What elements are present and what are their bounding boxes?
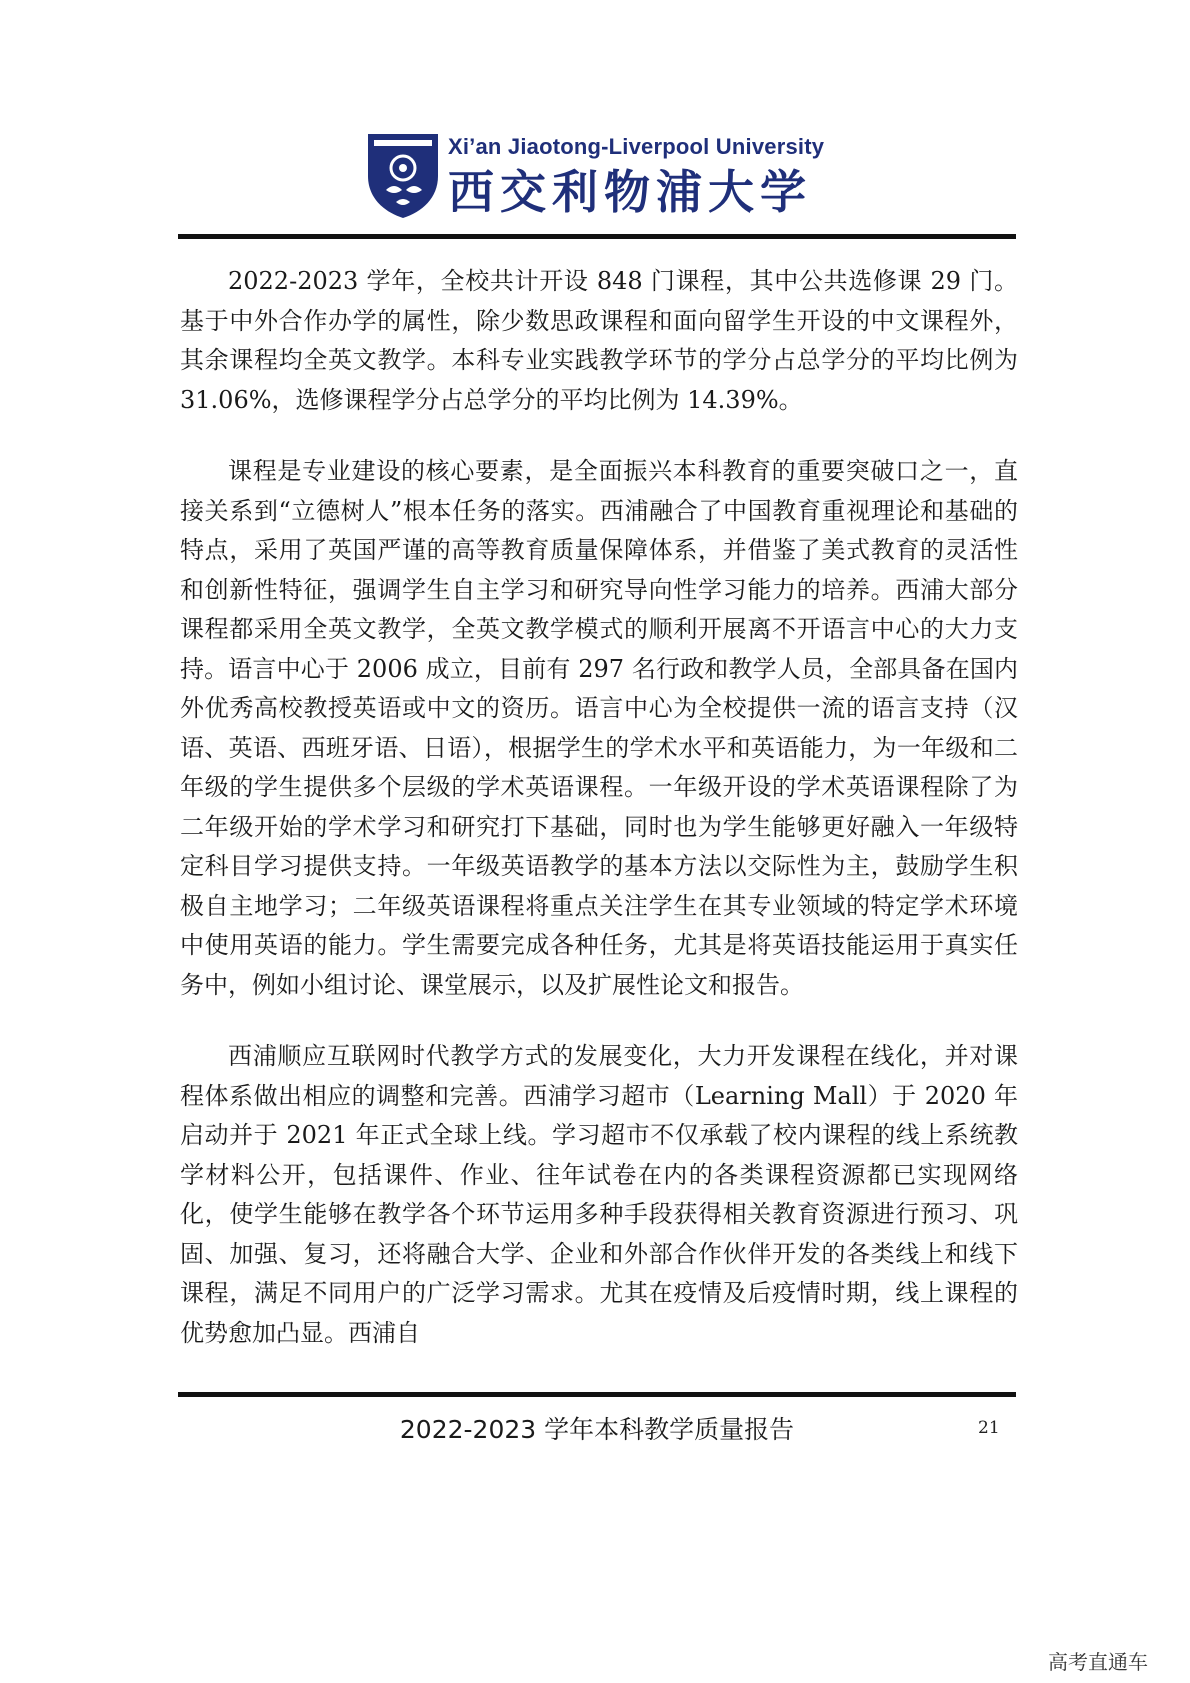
paragraph: 课程是专业建设的核心要素，是全面振兴本科教育的重要突破口之一，直接关系到“立德树人”根本任务的落实。西浦融合了中国教育重视理论和基础的特点，采用了英国严谨的高等教育质量保障体系，并借鉴了美式教育的灵活性和创新性特征，强调学生自主学习和研究导向性学习能力的培养。西浦大部分课程都采用全英文教学，全英文教学模式的顺利开展离不开语言中心的大力支持。语言中心于 2006 成立，目前有 297 名行政和教学人员，全部具备在国内外优秀高校教授英语或中文的资历。语言中心为全校提供一流的语言支持（汉语、英语、西班牙语、日语），根据学生的学术水平和英语能力，为一年级和二年级的学生提供多个层级的学术英语课程。一年级开设的学术英语课程除了为二年级开始的学术学习和研究打下基础，同时也为学生能够更好融入一年级特定科目学习提供支持。一年级英语教学的基本方法以交际性为主，鼓励学生积极自主地学习；二年级英语课程将重点关注学生在其专业领域的特定学术环境中使用英语的能力。学生需要完成各种任务，尤其是将英语技能运用于真实任务中，例如小组讨论、课堂展示，以及扩展性论文和报告。 [180,457,1018,999]
page-number: 21 [978,1418,1000,1438]
university-name-en: Xi’an Jiaotong-Liverpool University [448,134,825,159]
paragraph: 2022-2023 学年，全校共计开设 848 门课程，其中公共选修课 29 门。基于中外合作办学的属性，除少数思政课程和面向留学生开设的中文课程外，其余课程均全英文教学。本科专业实践教学环节的学分占总学分的平均比例为 31.06%，选修课程学分占总学分的平均比例为 14.39%。 [180,267,1018,414]
header-divider [178,234,1016,239]
report-title: 2022-2023 学年本科教学质量报告 [399,1415,795,1444]
university-crest-icon [366,132,440,220]
university-logo [358,132,828,224]
paragraph: 西浦顺应互联网时代教学方式的发展变化，大力开发课程在线化，并对课程体系做出相应的调整和完善。西浦学习超市（Learning Mall）于 2020 年启动并于 2021 年正式全球上线。学习超市不仅承载了校内课程的线上系统教学材料公开，包括课件、作业、往年试卷在内的各类课程资源都已实现网络化，使学生能够在教学各个环节运用多种手段获得相关教育资源进行预习、巩固、加强、复习，还将融合大学、企业和外部合作伙伴开发的各类线上和线下课程，满足不同用户的广泛学习需求。尤其在疫情及后疫情时期，线上课程的优势愈加凸显。西浦自 [180,1042,1018,1347]
report-body [180,262,1018,1385]
footer-divider [178,1392,1016,1397]
watermark-text: 高考直通车 [1048,1650,1148,1674]
university-name-cn: 西交利物浦大学 [448,165,812,219]
